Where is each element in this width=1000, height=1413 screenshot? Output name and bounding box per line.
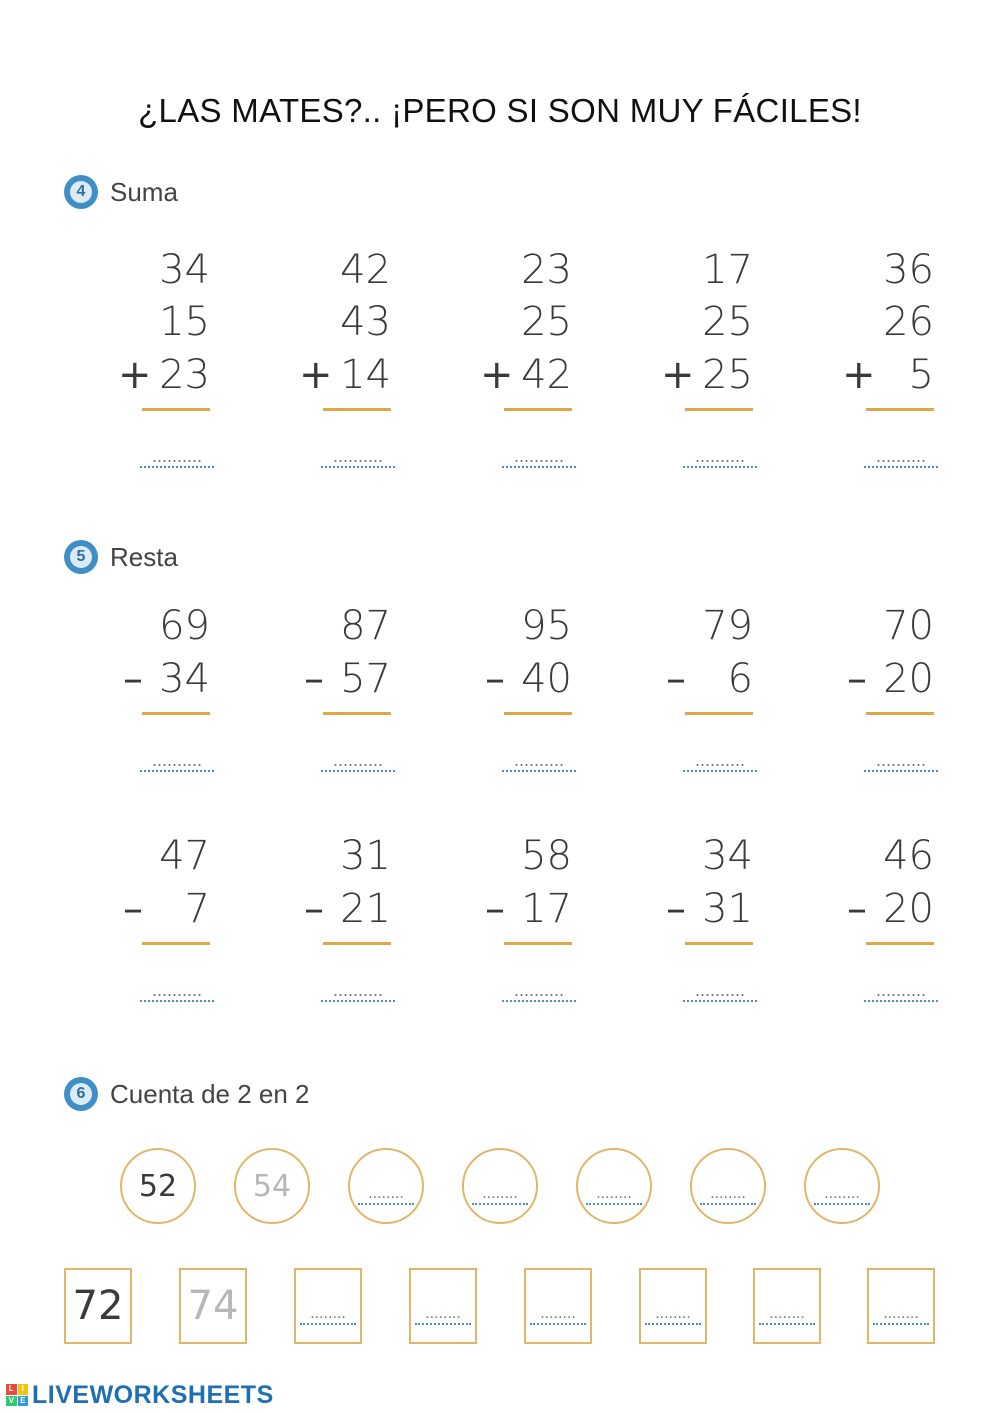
footer-brand <box>6 1378 274 1412</box>
count-circle <box>462 1148 538 1224</box>
answer-rule <box>504 942 572 945</box>
minuend: 58 <box>521 833 572 879</box>
count-box <box>64 1268 132 1344</box>
addend: 26 <box>883 299 934 345</box>
count-input[interactable] <box>759 1305 815 1325</box>
section-label: Suma <box>110 176 178 207</box>
suma-problem <box>842 244 962 464</box>
answer-rule <box>685 408 753 411</box>
resta-problem <box>299 600 419 820</box>
answer-rule <box>504 408 572 411</box>
count-box <box>753 1268 821 1344</box>
count-box <box>639 1268 707 1344</box>
resta-problem <box>480 600 600 820</box>
count-input[interactable] <box>530 1305 586 1325</box>
subtrahend: 6 <box>727 656 753 702</box>
plus-sign: + <box>299 352 333 398</box>
resta-problem <box>842 830 962 1050</box>
subtrahend: 31 <box>702 886 753 932</box>
answer-input[interactable] <box>683 980 757 1002</box>
count-value-traced: 54 <box>252 1168 292 1204</box>
answer-rule <box>685 712 753 715</box>
addend: 15 <box>159 299 210 345</box>
count-input[interactable] <box>358 1185 414 1205</box>
section-number: 4 <box>70 181 92 203</box>
count-input[interactable] <box>415 1305 471 1325</box>
brand-name: LIVEWORKSHEETS <box>32 1380 274 1409</box>
addend: 34 <box>159 247 210 293</box>
count-input[interactable] <box>700 1185 756 1205</box>
addend: 25 <box>521 299 572 345</box>
subtrahend: 20 <box>883 656 934 702</box>
answer-input[interactable] <box>683 750 757 772</box>
answer-input[interactable] <box>140 750 214 772</box>
addend: 25 <box>702 352 753 398</box>
section-label: Cuenta de 2 en 2 <box>110 1078 310 1109</box>
count-circle <box>120 1148 196 1224</box>
subtrahend: 21 <box>340 886 391 932</box>
answer-input[interactable] <box>321 446 395 468</box>
answer-input[interactable] <box>502 750 576 772</box>
subtrahend: 17 <box>521 886 572 932</box>
count-value: 52 <box>138 1168 178 1204</box>
answer-rule <box>504 712 572 715</box>
answer-rule <box>142 942 210 945</box>
subtrahend: 34 <box>159 656 210 702</box>
minuend: 87 <box>340 603 391 649</box>
addend: 14 <box>340 352 391 398</box>
answer-rule <box>323 712 391 715</box>
plus-sign: + <box>118 352 152 398</box>
minuend: 31 <box>340 833 391 879</box>
minus-sign: – <box>123 656 143 702</box>
resta-problem <box>299 830 419 1050</box>
addend: 42 <box>340 247 391 293</box>
answer-input[interactable] <box>140 446 214 468</box>
minus-sign: – <box>666 656 686 702</box>
count-circle <box>234 1148 310 1224</box>
suma-problem <box>661 244 781 464</box>
count-input[interactable] <box>300 1305 356 1325</box>
resta-problem <box>661 600 781 820</box>
count-circle <box>348 1148 424 1224</box>
count-circle <box>576 1148 652 1224</box>
addend: 5 <box>908 352 934 398</box>
count-input[interactable] <box>814 1185 870 1205</box>
suma-problem <box>299 244 419 464</box>
section-suma-header <box>64 172 178 212</box>
minuend: 70 <box>883 603 934 649</box>
subtrahend: 40 <box>521 656 572 702</box>
answer-rule <box>323 408 391 411</box>
section-cuenta-header <box>64 1074 310 1114</box>
resta-problem <box>118 830 238 1050</box>
answer-rule <box>685 942 753 945</box>
count-input[interactable] <box>645 1305 701 1325</box>
answer-input[interactable] <box>683 446 757 468</box>
section-label: Resta <box>110 541 178 572</box>
minus-sign: – <box>666 886 686 932</box>
answer-rule <box>323 942 391 945</box>
answer-input[interactable] <box>502 980 576 1002</box>
minus-sign: – <box>847 656 867 702</box>
minus-sign: – <box>304 886 324 932</box>
resta-problem <box>118 600 238 820</box>
count-box <box>409 1268 477 1344</box>
section-number-badge <box>64 175 98 209</box>
answer-rule <box>142 712 210 715</box>
answer-input[interactable] <box>321 980 395 1002</box>
count-box <box>179 1268 247 1344</box>
count-input[interactable] <box>472 1185 528 1205</box>
minus-sign: – <box>485 886 505 932</box>
addend: 36 <box>883 247 934 293</box>
brand-logo-icon: L I V E <box>6 1384 28 1406</box>
minus-sign: – <box>304 656 324 702</box>
count-value-traced: 74 <box>187 1283 239 1329</box>
addend: 17 <box>702 247 753 293</box>
addend: 42 <box>521 352 572 398</box>
answer-input[interactable] <box>140 980 214 1002</box>
minuend: 47 <box>159 833 210 879</box>
count-value: 72 <box>72 1283 124 1329</box>
count-input[interactable] <box>873 1305 929 1325</box>
page-title: ¿LAS MATES?.. ¡PERO SI SON MUY FÁCILES! <box>138 92 862 129</box>
plus-sign: + <box>661 352 695 398</box>
answer-rule <box>866 408 934 411</box>
minuend: 79 <box>702 603 753 649</box>
resta-problem <box>661 830 781 1050</box>
answer-input[interactable] <box>864 750 938 772</box>
section-resta-header <box>64 537 178 577</box>
addend: 43 <box>340 299 391 345</box>
plus-sign: + <box>480 352 514 398</box>
count-box <box>867 1268 935 1344</box>
resta-problem <box>480 830 600 1050</box>
section-number: 6 <box>70 1083 92 1105</box>
suma-problem <box>480 244 600 464</box>
answer-input[interactable] <box>502 446 576 468</box>
count-input[interactable] <box>586 1185 642 1205</box>
count-circle <box>804 1148 880 1224</box>
resta-problem <box>842 600 962 820</box>
plus-sign: + <box>842 352 876 398</box>
addend: 25 <box>702 299 753 345</box>
section-number: 5 <box>70 546 92 568</box>
suma-problem <box>118 244 238 464</box>
answer-input[interactable] <box>864 980 938 1002</box>
section-number-badge <box>64 1077 98 1111</box>
subtrahend: 20 <box>883 886 934 932</box>
answer-rule <box>866 712 934 715</box>
answer-rule <box>142 408 210 411</box>
addend: 23 <box>159 352 210 398</box>
minus-sign: – <box>123 886 143 932</box>
count-box <box>294 1268 362 1344</box>
subtrahend: 57 <box>340 656 391 702</box>
minus-sign: – <box>847 886 867 932</box>
minuend: 95 <box>521 603 572 649</box>
minus-sign: – <box>485 656 505 702</box>
answer-rule <box>866 942 934 945</box>
section-number-badge <box>64 540 98 574</box>
minuend: 69 <box>159 603 210 649</box>
count-box <box>524 1268 592 1344</box>
count-circle <box>690 1148 766 1224</box>
addend: 23 <box>521 247 572 293</box>
subtrahend: 7 <box>184 886 210 932</box>
answer-input[interactable] <box>864 446 938 468</box>
minuend: 46 <box>883 833 934 879</box>
answer-input[interactable] <box>321 750 395 772</box>
minuend: 34 <box>702 833 753 879</box>
